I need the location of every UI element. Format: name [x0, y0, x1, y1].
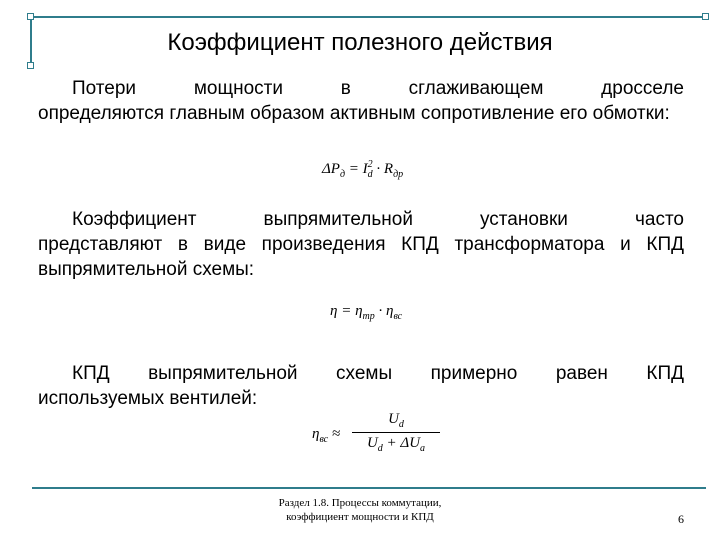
frame-right-marker: [702, 13, 709, 20]
paragraph-rectifier-efficiency: [38, 207, 684, 282]
paragraph-rectifier-line1: Коэффициент выпрямительной установки часто: [72, 209, 684, 230]
paragraph-valve-line1: КПД выпрямительной схемы примерно равен КПД: [72, 363, 684, 384]
paragraph-valve-efficiency: [38, 361, 684, 411]
footer-caption-line1: Раздел 1.8. Процессы коммутации,: [278, 497, 442, 509]
formula-valve-lhs: $\eta_{вс}$ ≈: [312, 426, 341, 445]
footer-caption: [220, 496, 500, 524]
fraction-denominator: $U_d + \Delta U_a$: [366, 435, 426, 454]
paragraph-losses: [38, 76, 684, 126]
formula-choke-losses: $\Delta P_д = I^2_d \cdot R_{дp}$: [322, 159, 404, 180]
paragraph-losses-rest: определяются главным образом активным сопротивление его обмотки:: [38, 103, 670, 124]
paragraph-losses-line1: Потери мощности в сглаживающем дросселе: [72, 78, 684, 99]
slide-title: Коэффициент полезного действия: [167, 29, 553, 56]
paragraph-rectifier-rest: представляют в виде произведения КПД трансформатора и КПД выпрямительной схемы:: [38, 234, 684, 280]
frame-bottom-marker: [27, 62, 34, 69]
page-number: 6: [678, 512, 684, 526]
header-side-rule: [30, 16, 32, 66]
header-rule: [30, 16, 706, 18]
paragraph-valve-rest: используемых вентилей:: [38, 388, 258, 409]
footer-caption-line2: коэффициент мощности и КПД: [286, 511, 434, 523]
formula-efficiency-product: $\eta = \eta_{mp} \cdot \eta_{вс}$: [330, 303, 403, 322]
footer-rule: [32, 487, 706, 489]
formula-valve-fraction: [352, 411, 440, 454]
frame-corner-marker: [27, 13, 34, 20]
fraction-numerator: $U_d$: [388, 411, 404, 430]
